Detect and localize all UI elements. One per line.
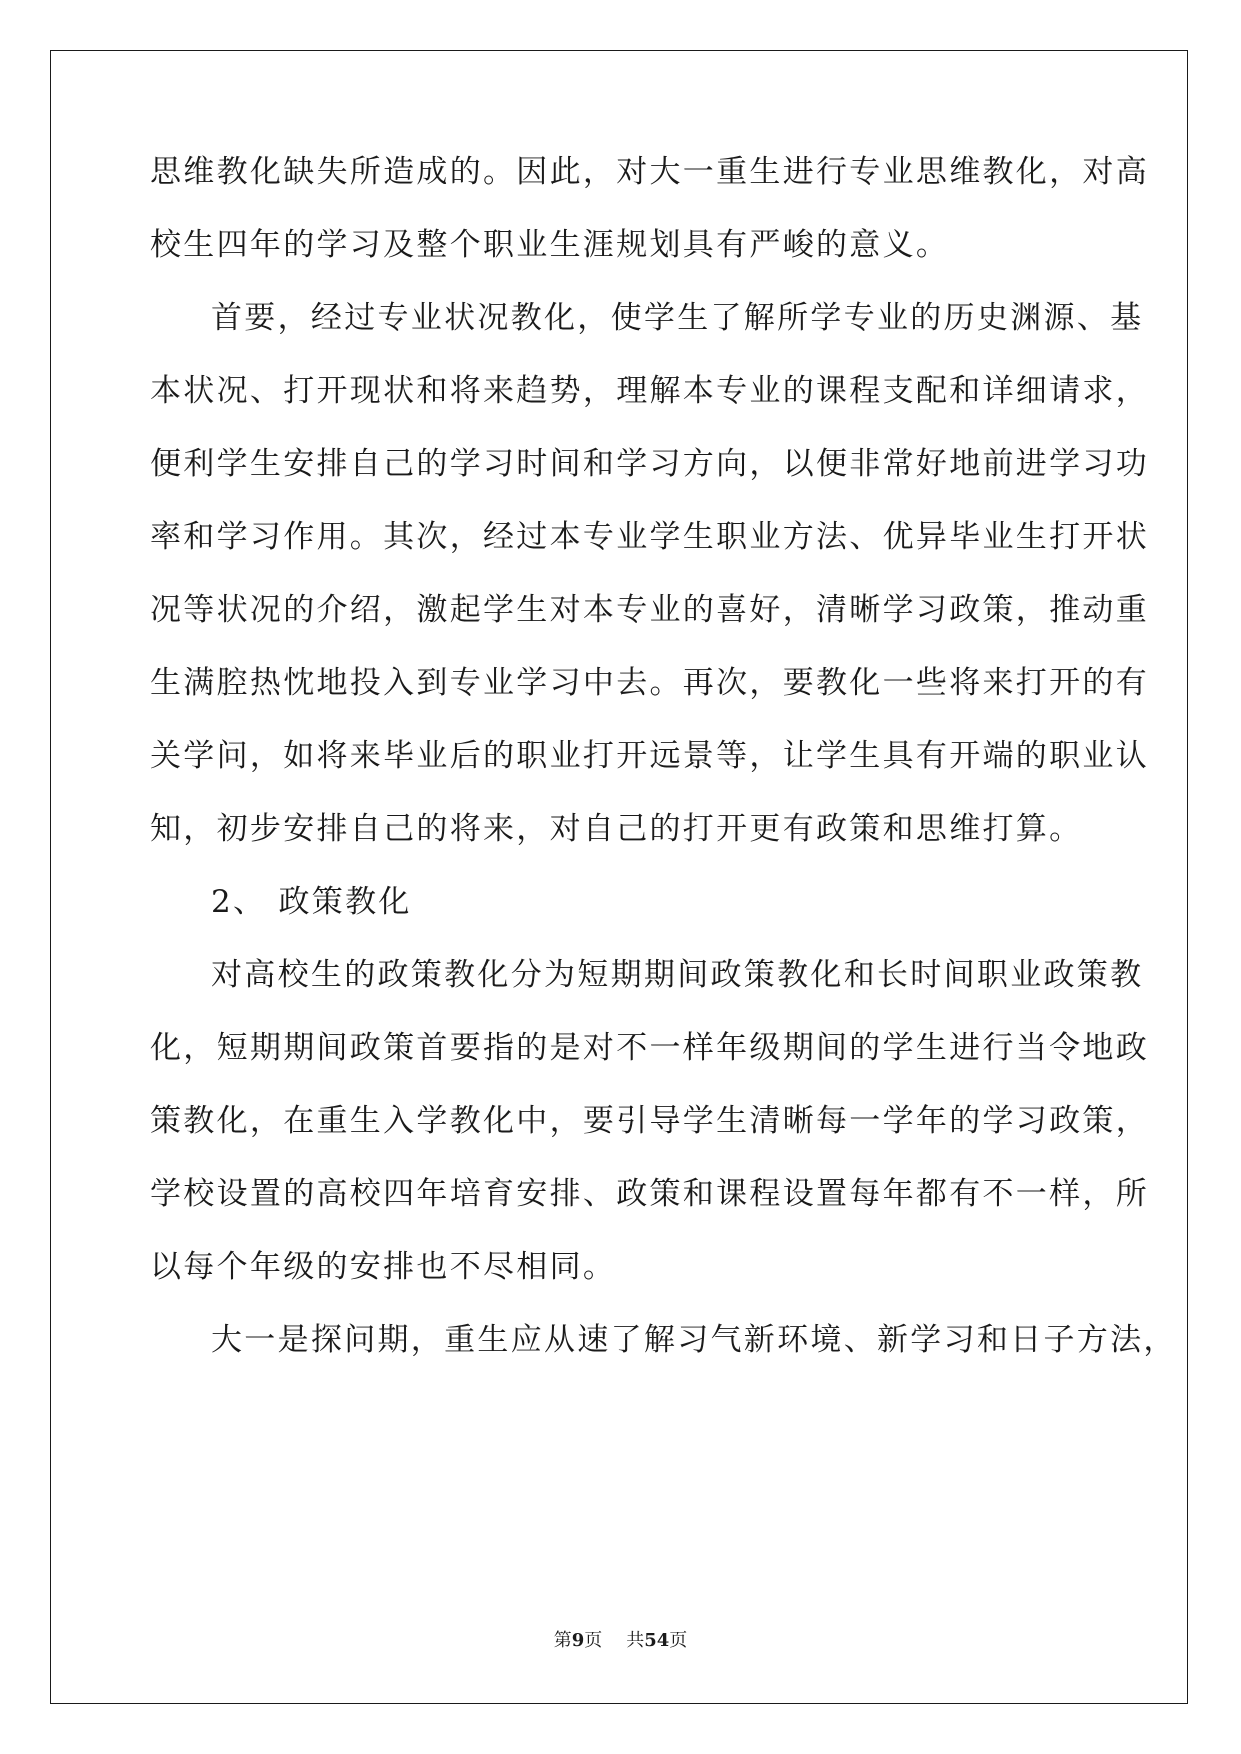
- page-suffix: 页: [584, 1630, 603, 1651]
- paragraph-start-line: 首要，经过专业状况教化，使学生了解所学专业的历史渊源、基: [211, 300, 1144, 336]
- text-line: 关学问，如将来毕业后的职业打开远景等，让学生具有开端的职业认: [150, 738, 1149, 774]
- total-pages: 54: [644, 1630, 670, 1651]
- text-line: 况等状况的介绍，激起学生对本专业的喜好，清晰学习政策，推动重: [150, 592, 1149, 628]
- text-line: 本状况、打开现状和将来趋势，理解本专业的课程支配和详细请求，: [150, 373, 1149, 409]
- text-line: 学校设置的高校四年培育安排、政策和课程设置每年都有不一样，所: [150, 1176, 1149, 1212]
- text-line: 思维教化缺失所造成的。因此，对大一重生进行专业思维教化，对高: [150, 154, 1149, 190]
- section-heading: 2、 政策教化: [211, 884, 412, 920]
- text-line: 策教化，在重生入学教化中，要引导学生清晰每一学年的学习政策，: [150, 1103, 1149, 1139]
- text-line: 以每个年级的安排也不尽相同。: [150, 1249, 617, 1285]
- page-number: 9: [571, 1630, 585, 1651]
- text-line: 率和学习作用。其次，经过本专业学生职业方法、优异毕业生打开状: [150, 519, 1149, 555]
- text-line: 校生四年的学习及整个职业生涯规划具有严峻的意义。: [150, 227, 950, 263]
- total-prefix: 共: [626, 1630, 645, 1651]
- paragraph-start-line: 对高校生的政策教化分为短期期间政策教化和长时间职业政策教: [211, 957, 1144, 993]
- text-line: 化，短期期间政策首要指的是对不一样年级期间的学生进行当令地政: [150, 1030, 1149, 1066]
- total-suffix: 页: [669, 1630, 688, 1651]
- page-prefix: 第: [553, 1630, 572, 1651]
- text-line: 知，初步安排自己的将来，对自己的打开更有政策和思维打算。: [150, 811, 1083, 847]
- text-line: 生满腔热忱地投入到专业学习中去。再次，要教化一些将来打开的有: [150, 665, 1149, 701]
- paragraph-start-line: 大一是探问期，重生应从速了解习气新环境、新学习和日子方法，: [211, 1322, 1177, 1358]
- text-line: 便利学生安排自己的学习时间和学习方向，以便非常好地前进学习功: [150, 446, 1149, 482]
- page-footer: [0, 1626, 1241, 1652]
